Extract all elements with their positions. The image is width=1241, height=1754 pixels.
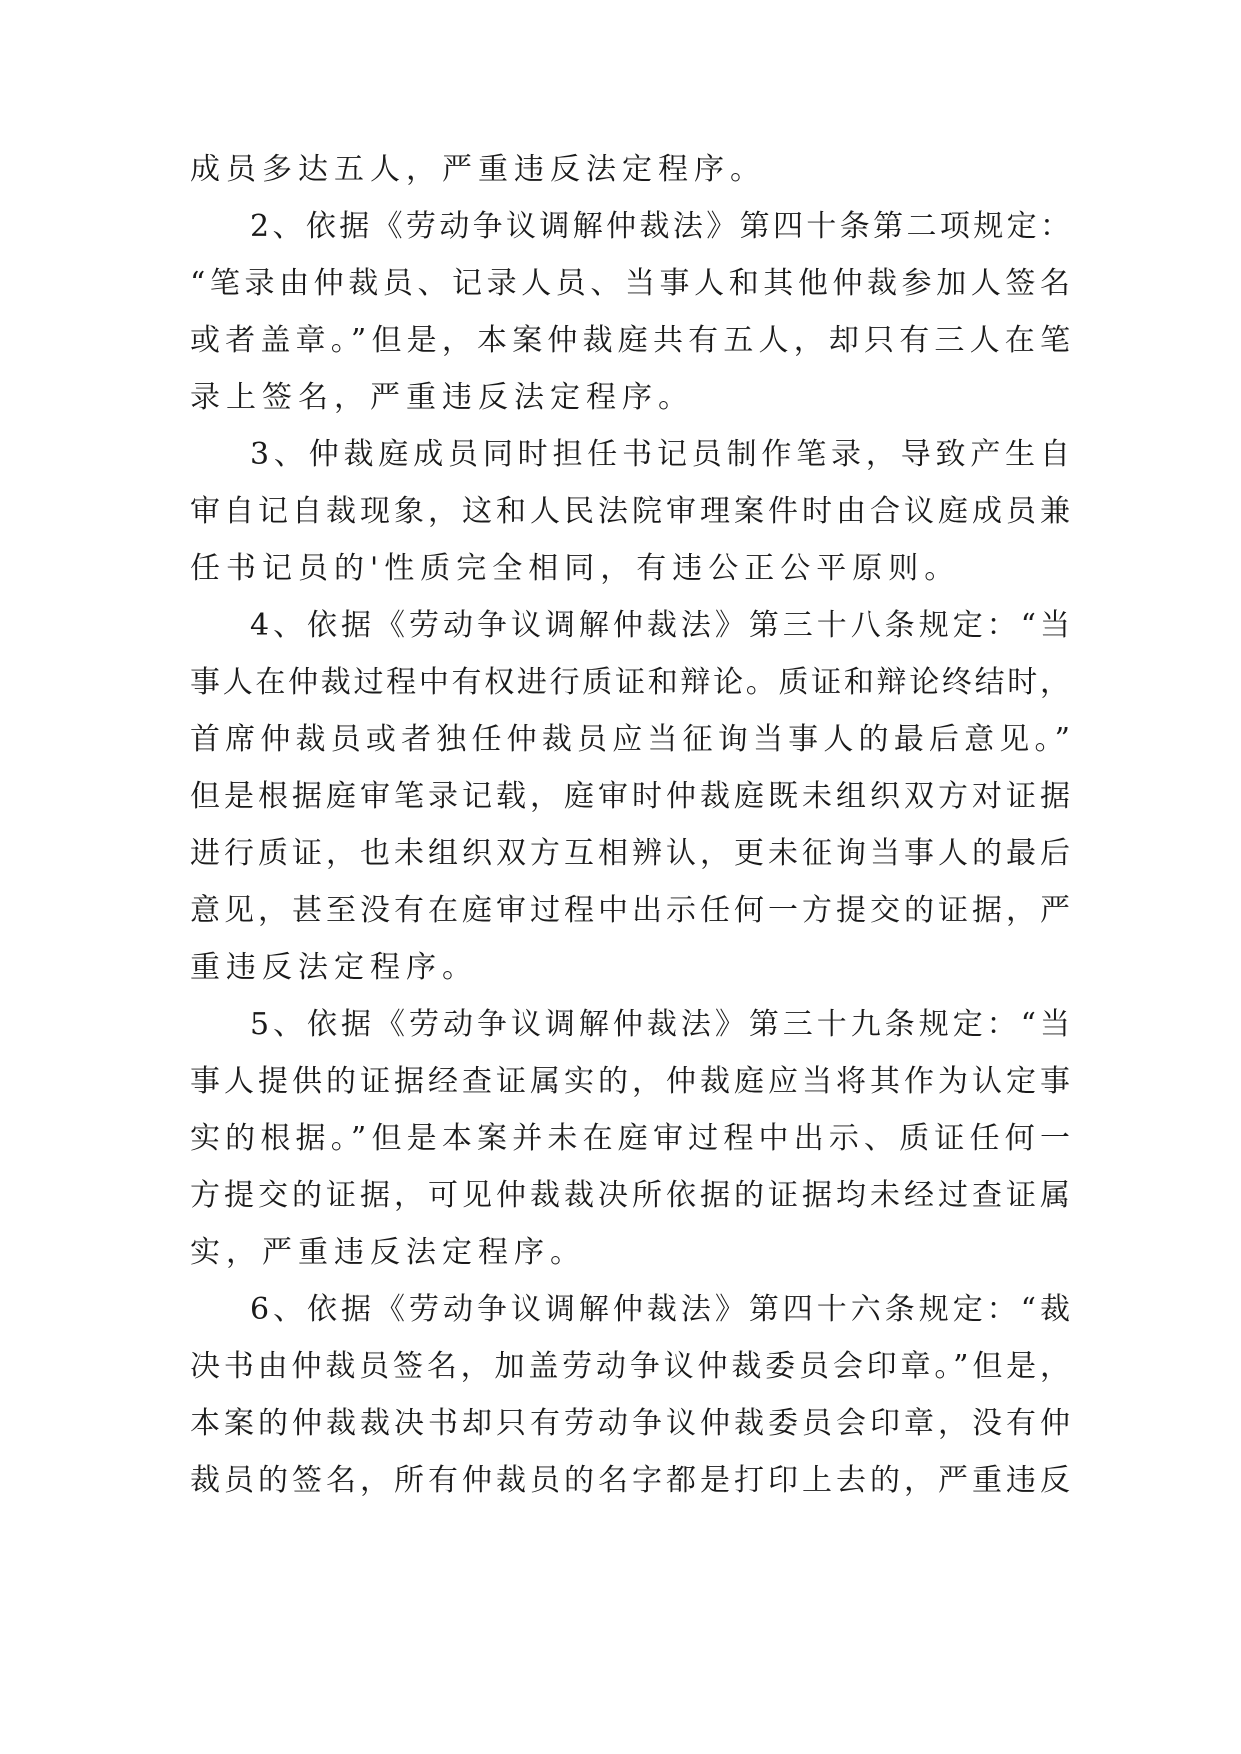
text-line: 4、依据《劳动争议调解仲裁法》第三十八条规定：“当 [250,608,1070,643]
text-line: 方提交的证据，可见仲裁裁决所依据的证据均未经过查证属 [190,1178,1070,1213]
text-line: 3、仲裁庭成员同时担任书记员制作笔录，导致产生自 [250,437,1070,472]
text-line: 但是根据庭审笔录记载，庭审时仲裁庭既未组织双方对证据 [190,779,1070,814]
text-line: “笔录由仲裁员、记录人员、当事人和其他仲裁参加人签名 [190,266,1070,301]
text-line: 实，严重违反法定程序。 [190,1235,586,1270]
text-line: 2、依据《劳动争议调解仲裁法》第四十条第二项规定： [250,209,1070,244]
text-line: 重违反法定程序。 [190,950,478,985]
text-line: 决书由仲裁员签名，加盖劳动争议仲裁委员会印章。”但是， [190,1349,1070,1384]
text-line: 实的根据。”但是本案并未在庭审过程中出示、质证任何一 [190,1121,1070,1156]
text-line: 录上签名，严重违反法定程序。 [190,380,694,415]
text-line: 5、依据《劳动争议调解仲裁法》第三十九条规定：“当 [250,1007,1070,1042]
text-line: 事人在仲裁过程中有权进行质证和辩论。质证和辩论终结时， [190,665,1070,700]
text-line: 首席仲裁员或者独任仲裁员应当征询当事人的最后意见。” [190,722,1070,757]
text-line: 成员多达五人，严重违反法定程序。 [190,152,766,187]
text-line: 6、依据《劳动争议调解仲裁法》第四十六条规定：“裁 [250,1292,1070,1327]
text-line: 任书记员的'性质完全相同，有违公正公平原则。 [190,551,961,586]
text-line: 进行质证，也未组织双方互相辨认，更未征询当事人的最后 [190,836,1070,871]
text-line: 意见，甚至没有在庭审过程中出示任何一方提交的证据，严 [190,893,1070,928]
text-line: 审自记自裁现象，这和人民法院审理案件时由合议庭成员兼 [190,494,1070,529]
text-line: 或者盖章。”但是，本案仲裁庭共有五人，却只有三人在笔 [190,323,1070,358]
text-line: 本案的仲裁裁决书却只有劳动争议仲裁委员会印章，没有仲 [190,1406,1070,1441]
text-line: 裁员的签名，所有仲裁员的名字都是打印上去的，严重违反 [190,1463,1070,1498]
text-line: 事人提供的证据经查证属实的，仲裁庭应当将其作为认定事 [190,1064,1070,1099]
